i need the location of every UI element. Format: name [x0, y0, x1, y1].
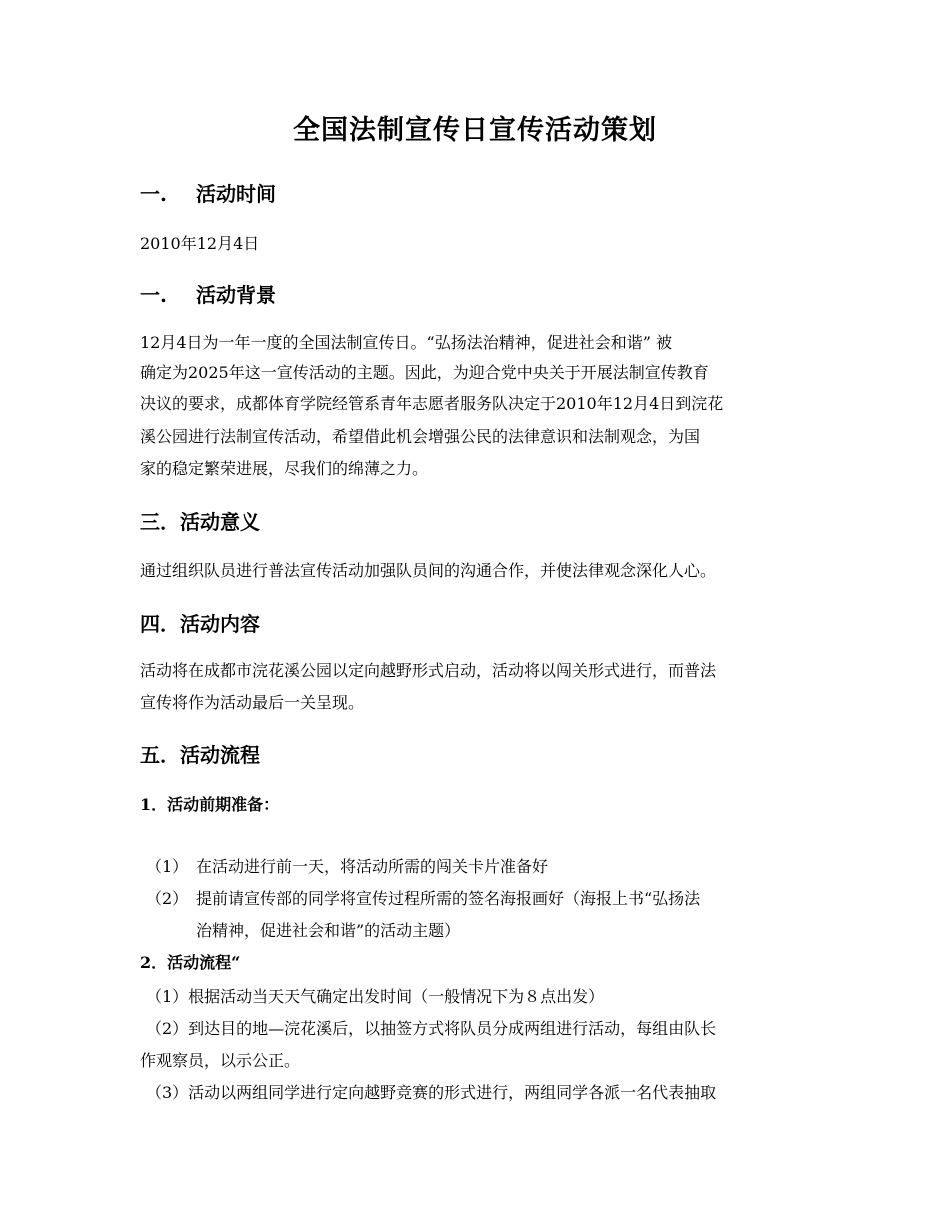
background-line: 12月4日为一年一度的全国法制宣传日。“弘扬法治精神，促进社会和谐” 被	[140, 333, 672, 352]
flow-line: （1）根据活动当天天气确定出发时间（一般情况下为８点出发）	[146, 987, 605, 1006]
meaning-text: 通过组织队员进行普法宣传活动加强队员间的沟通合作，并使法律观念深化人心。	[140, 561, 717, 580]
background-line: 决议的要求，成都体育学院经管系青年志愿者服务队决定于2010年12月4日到浣花	[140, 394, 724, 413]
flow-heading: 2．活动流程“	[140, 953, 241, 972]
flow-line: （2）到达目的地—浣花溪后，以抽签方式将队员分成两组进行活动，每组由队长	[146, 1019, 717, 1038]
background-line: 家的稳定繁荣进展，尽我们的绵薄之力。	[140, 459, 429, 478]
section-heading-content: 四．活动内容	[140, 612, 260, 636]
list-index: （1）	[146, 857, 189, 876]
list-item-text: 治精神，促进社会和谐”的活动主题）	[196, 921, 461, 940]
prep-heading: 1．活动前期准备：	[140, 795, 280, 814]
flow-line: 作观察员，以示公正。	[140, 1051, 301, 1070]
section-heading-background	[140, 279, 276, 308]
background-line: 确定为2025年这一宣传活动的主题。因此，为迎合党中央关于开展法制宣传教育	[140, 363, 709, 382]
background-line: 溪公园进行法制宣传活动，希望借此机会增强公民的法律意识和法制观念，为国	[140, 427, 701, 446]
content-line: 宣传将作为活动最后一关呈现。	[140, 693, 365, 712]
section-label: 活动背景	[196, 283, 276, 307]
content-line: 活动将在成都市浣花溪公园以定向越野形式启动，活动将以闯关形式进行，而普法	[140, 661, 717, 680]
section-label: 活动时间	[196, 182, 276, 206]
section-number: 一.	[140, 283, 167, 307]
section-heading-meaning: 三．活动意义	[140, 510, 260, 534]
list-item-text: 提前请宣传部的同学将宣传过程所需的签名海报画好（海报上书“弘扬法	[196, 889, 701, 908]
list-item-text: 在活动进行前一天，将活动所需的闯关卡片准备好	[196, 857, 549, 876]
section-heading-time	[140, 178, 276, 207]
section-heading-process: 五．活动流程	[140, 743, 260, 767]
time-text: 2010年12月4日	[140, 234, 260, 253]
section-number: 一.	[140, 182, 167, 206]
document-title: 全国法制宣传日宣传活动策划	[293, 115, 657, 146]
list-index: （2）	[146, 889, 189, 908]
flow-line: （3）活动以两组同学进行定向越野竞赛的形式进行，两组同学各派一名代表抽取	[146, 1083, 717, 1102]
